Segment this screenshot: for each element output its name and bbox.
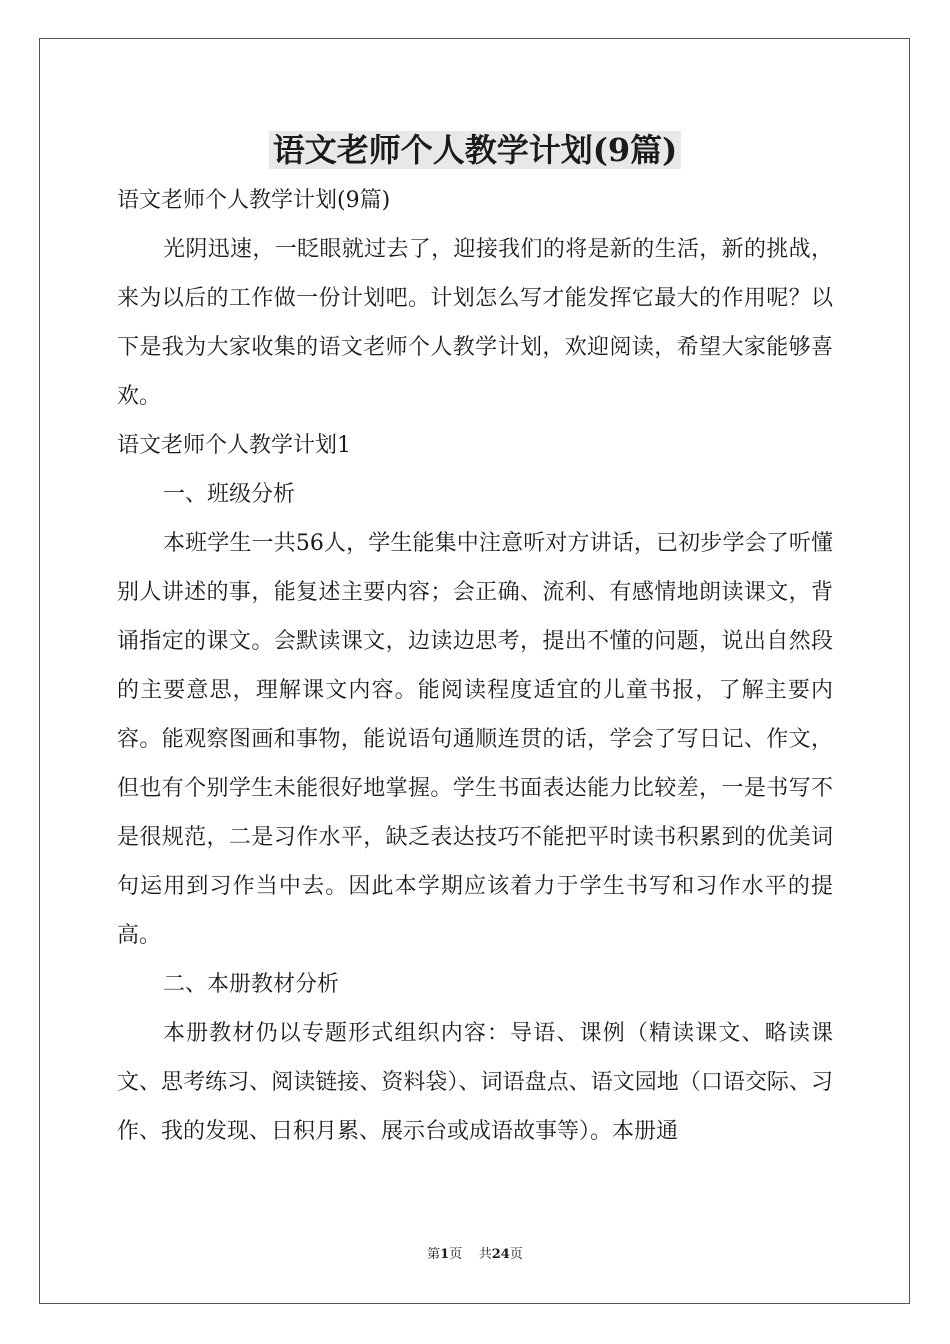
page-number: 1 [440, 1247, 450, 1262]
heading-class-analysis: 一、班级分析 [163, 482, 296, 507]
document-subtitle: 语文老师个人教学计划(9篇) [117, 188, 391, 213]
heading-textbook-analysis: 二、本册教材分析 [163, 972, 340, 997]
page-suffix: 页 [449, 1247, 463, 1262]
page-prefix: 第 [427, 1247, 441, 1262]
class-analysis-paragraph: 本班学生一共56人，学生能集中注意听对方讲话，已初步学会了听懂别人讲述的事，能复述主要内容；会正确、流利、有感情地朗读课文，背诵指定的课文。会默读课文，边读边思考，提出不懂的问题，说出自然段的主要意思，理解课文内容。能阅读程度适宜的儿童书报，了解主要内容。能观察图画和事物，能说语句通顺连贯的话，学会了写日记、作文，但也有个别学生未能很好地掌握。学生书面表达能力比较差，一是书写不是很规范，二是习作水平，缺乏表达技巧不能把平时读书积累到的优美词句运用到习作当中去。因此本学期应该着力于学生书写和习作水平的提高。 [117, 531, 833, 948]
total-prefix: 共 [478, 1247, 492, 1262]
document-title-text: 语文老师个人教学计划(9篇) [269, 131, 682, 169]
total-pages: 24 [491, 1247, 510, 1262]
document-title [0, 126, 950, 174]
document-body [117, 176, 833, 1156]
section-title: 语文老师个人教学计划1 [117, 433, 351, 458]
intro-paragraph: 光阴迅速，一眨眼就过去了，迎接我们的将是新的生活，新的挑战，来为以后的工作做一份计划吧。计划怎么写才能发挥它最大的作用呢？以下是我为大家收集的语文老师个人教学计划，欢迎阅读，希望大家能够喜欢。 [117, 237, 833, 409]
page-footer [0, 1246, 950, 1264]
total-suffix: 页 [509, 1247, 523, 1262]
textbook-analysis-paragraph: 本册教材仍以专题形式组织内容：导语、课例（精读课文、略读课文、思考练习、阅读链接、资料袋）、词语盘点、语文园地（口语交际、习作、我的发现、日积月累、展示台或成语故事等）。本册通 [117, 1021, 833, 1144]
